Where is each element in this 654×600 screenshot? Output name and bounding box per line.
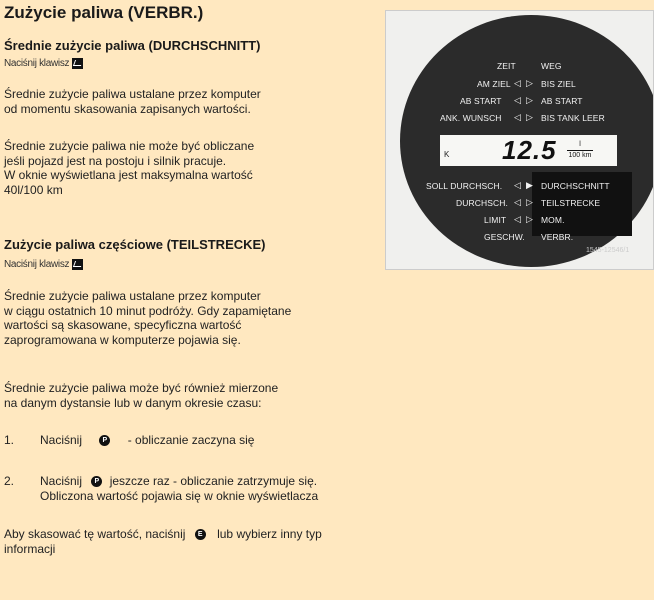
left-triangle-icon: ◁ xyxy=(514,95,521,105)
trip-computer-dial xyxy=(400,15,654,267)
left-triangle-icon: ◁ xyxy=(514,180,521,190)
lcd-k-label: K xyxy=(444,150,450,159)
right-triangle-filled-icon: ▶ xyxy=(526,180,533,190)
button-p-icon: P xyxy=(99,435,110,446)
left-triangle-icon: ◁ xyxy=(514,112,521,122)
display-label: ANK. WUNSCH xyxy=(440,113,502,123)
display-label: MOM. xyxy=(541,215,565,225)
edit-key-icon xyxy=(72,58,83,69)
key-hint-label: Naciśnij klawisz xyxy=(4,259,70,270)
lcd-readout xyxy=(440,135,617,166)
paragraph: Średnie zużycie paliwa ustalane przez komputer od momentu skasowania zapisanych wartości. xyxy=(4,87,261,116)
right-triangle-icon: ▷ xyxy=(526,78,533,88)
key-hint-label: Naciśnij klawisz xyxy=(4,58,70,69)
right-triangle-icon: ▷ xyxy=(526,197,533,207)
display-label: BIS TANK LEER xyxy=(541,113,605,123)
display-label: WEG xyxy=(541,61,562,71)
list-item: 2. Naciśnij P jeszcze raz - obliczanie zatrzymuje się. Obliczona wartość pojawia się w oknie wyświetlacza xyxy=(4,474,319,503)
key-hint xyxy=(4,259,83,270)
left-triangle-icon: ◁ xyxy=(514,214,521,224)
right-triangle-icon: ▷ xyxy=(526,112,533,122)
display-label: BIS ZIEL xyxy=(541,79,576,89)
key-hint xyxy=(4,58,83,69)
display-label: VERBR. xyxy=(541,232,574,242)
paragraph: Aby skasować tę wartość, naciśnij E lub wybierz inny typ informacji xyxy=(4,527,322,556)
button-p-icon: P xyxy=(91,476,102,487)
trip-computer-image xyxy=(385,10,654,270)
page-title: Zużycie paliwa (VERBR.) xyxy=(4,3,204,22)
fuel-consumption-value: 12.5 xyxy=(502,135,557,165)
section-heading-teilstrecke: Zużycie paliwa częściowe (TEILSTRECKE) xyxy=(4,237,266,252)
figure-reference: 1545-12546/1 xyxy=(586,247,630,254)
display-label: SOLL DURCHSCH. xyxy=(426,181,503,191)
right-triangle-icon: ▷ xyxy=(526,214,533,224)
display-label: ZEIT xyxy=(497,61,516,71)
display-label: GESCHW. xyxy=(484,232,525,242)
paragraph: Średnie zużycie paliwa nie może być obliczane jeśli pojazd jest na postoju i silnik pracuje. W oknie wyświetlana jest maksymalna wartość 40l/100 km xyxy=(4,139,255,197)
display-label: LIMIT xyxy=(484,215,507,225)
button-e-icon: E xyxy=(195,529,206,540)
unit-label: l 100 km xyxy=(568,141,592,159)
display-label: AM ZIEL xyxy=(477,79,511,89)
display-label: DURCHSCHNITT xyxy=(541,181,610,191)
paragraph: Średnie zużycie paliwa ustalane przez komputer w ciągu ostatnich 10 minut podróży. Gdy zapamiętane wartości są skasowane, specyficzna wartość zaprogramowana w komputerze pojawia się. xyxy=(4,289,292,347)
display-label: TEILSTRECKE xyxy=(541,198,601,208)
display-label: AB START xyxy=(541,96,583,106)
list-item: 1. Naciśnij P - obliczanie zaczyna się xyxy=(4,433,255,447)
right-triangle-icon: ▷ xyxy=(526,95,533,105)
display-label: DURCHSCH. xyxy=(456,198,508,208)
left-triangle-icon: ◁ xyxy=(514,78,521,88)
display-label: AB START xyxy=(460,96,502,106)
edit-key-icon xyxy=(72,259,83,270)
paragraph: Średnie zużycie paliwa może być również mierzone na danym dystansie lub w danym okresie czasu: xyxy=(4,381,279,410)
left-triangle-icon: ◁ xyxy=(514,197,521,207)
section-heading-durchschnitt: Średnie zużycie paliwa (DURCHSCHNITT) xyxy=(4,38,261,53)
